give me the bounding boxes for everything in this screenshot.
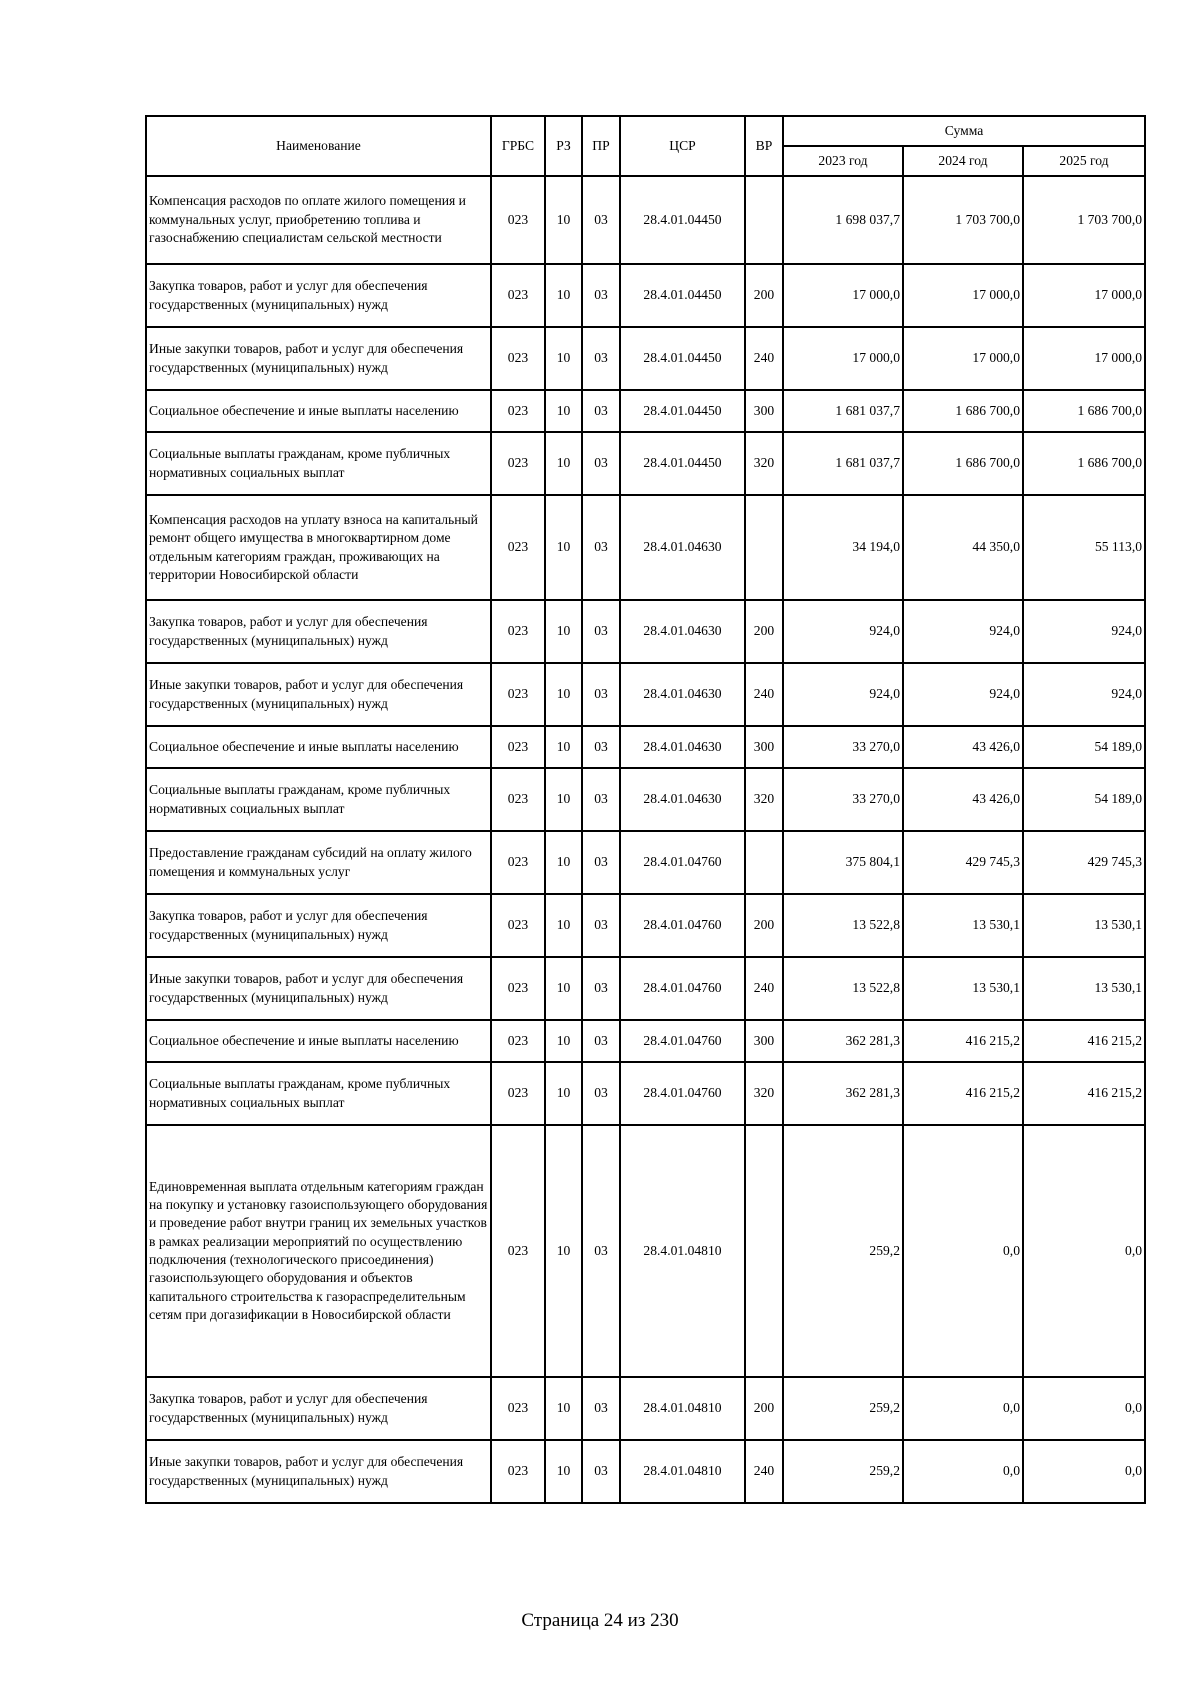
cell-vr: 320 <box>745 768 783 831</box>
cell-y2025: 1 686 700,0 <box>1023 432 1145 495</box>
cell-y2025: 429 745,3 <box>1023 831 1145 894</box>
cell-y2023: 13 522,8 <box>783 894 903 957</box>
cell-grbs: 023 <box>491 327 545 390</box>
cell-y2024: 17 000,0 <box>903 327 1023 390</box>
cell-y2024: 1 703 700,0 <box>903 176 1023 264</box>
cell-grbs: 023 <box>491 264 545 327</box>
cell-rz: 10 <box>545 1440 582 1503</box>
cell-csr: 28.4.01.04630 <box>620 726 745 768</box>
table-row <box>146 726 1145 768</box>
cell-rz: 10 <box>545 1125 582 1377</box>
cell-y2025: 0,0 <box>1023 1440 1145 1503</box>
cell-vr: 300 <box>745 726 783 768</box>
cell-y2024: 17 000,0 <box>903 264 1023 327</box>
cell-pr: 03 <box>582 1125 620 1377</box>
header-year-2025: 2025 год <box>1023 146 1145 176</box>
cell-rz: 10 <box>545 432 582 495</box>
cell-name: Социальное обеспечение и иные выплаты населению <box>146 1020 491 1062</box>
cell-pr: 03 <box>582 390 620 432</box>
budget-table <box>145 115 1146 1504</box>
cell-y2025: 17 000,0 <box>1023 264 1145 327</box>
header-vr: ВР <box>745 116 783 176</box>
cell-rz: 10 <box>545 176 582 264</box>
cell-y2025: 54 189,0 <box>1023 726 1145 768</box>
cell-y2024: 416 215,2 <box>903 1062 1023 1125</box>
cell-pr: 03 <box>582 176 620 264</box>
header-sum: Сумма <box>783 116 1145 146</box>
cell-name: Социальные выплаты гражданам, кроме публичных нормативных социальных выплат <box>146 432 491 495</box>
table-row <box>146 264 1145 327</box>
cell-vr: 240 <box>745 1440 783 1503</box>
cell-vr: 240 <box>745 327 783 390</box>
cell-grbs: 023 <box>491 390 545 432</box>
cell-y2025: 416 215,2 <box>1023 1020 1145 1062</box>
cell-y2023: 17 000,0 <box>783 264 903 327</box>
cell-y2025: 13 530,1 <box>1023 957 1145 1020</box>
cell-grbs: 023 <box>491 663 545 726</box>
cell-y2023: 259,2 <box>783 1125 903 1377</box>
cell-vr <box>745 1125 783 1377</box>
cell-rz: 10 <box>545 894 582 957</box>
cell-y2025: 0,0 <box>1023 1377 1145 1440</box>
cell-csr: 28.4.01.04760 <box>620 894 745 957</box>
cell-name: Иные закупки товаров, работ и услуг для обеспечения государственных (муниципальных) нужд <box>146 327 491 390</box>
cell-y2025: 55 113,0 <box>1023 495 1145 600</box>
cell-vr: 240 <box>745 663 783 726</box>
cell-y2024: 0,0 <box>903 1377 1023 1440</box>
table-row <box>146 390 1145 432</box>
cell-csr: 28.4.01.04450 <box>620 176 745 264</box>
cell-name: Закупка товаров, работ и услуг для обеспечения государственных (муниципальных) нужд <box>146 894 491 957</box>
cell-y2023: 17 000,0 <box>783 327 903 390</box>
cell-grbs: 023 <box>491 495 545 600</box>
cell-grbs: 023 <box>491 768 545 831</box>
cell-name: Иные закупки товаров, работ и услуг для обеспечения государственных (муниципальных) нужд <box>146 663 491 726</box>
cell-y2025: 924,0 <box>1023 600 1145 663</box>
cell-y2023: 259,2 <box>783 1440 903 1503</box>
cell-y2023: 13 522,8 <box>783 957 903 1020</box>
cell-name: Предоставление гражданам субсидий на оплату жилого помещения и коммунальных услуг <box>146 831 491 894</box>
cell-grbs: 023 <box>491 831 545 894</box>
cell-y2024: 1 686 700,0 <box>903 390 1023 432</box>
cell-csr: 28.4.01.04450 <box>620 432 745 495</box>
table-row <box>146 1440 1145 1503</box>
cell-grbs: 023 <box>491 1440 545 1503</box>
cell-y2025: 1 703 700,0 <box>1023 176 1145 264</box>
cell-rz: 10 <box>545 495 582 600</box>
cell-rz: 10 <box>545 1377 582 1440</box>
cell-y2025: 0,0 <box>1023 1125 1145 1377</box>
cell-grbs: 023 <box>491 726 545 768</box>
cell-vr: 200 <box>745 894 783 957</box>
cell-y2023: 924,0 <box>783 600 903 663</box>
table-row <box>146 663 1145 726</box>
cell-pr: 03 <box>582 264 620 327</box>
table-row <box>146 1062 1145 1125</box>
cell-vr: 320 <box>745 1062 783 1125</box>
cell-vr <box>745 176 783 264</box>
table-row <box>146 768 1145 831</box>
table-row <box>146 1377 1145 1440</box>
cell-y2024: 43 426,0 <box>903 768 1023 831</box>
cell-y2024: 429 745,3 <box>903 831 1023 894</box>
cell-y2025: 416 215,2 <box>1023 1062 1145 1125</box>
cell-pr: 03 <box>582 1377 620 1440</box>
cell-y2023: 924,0 <box>783 663 903 726</box>
page-number: Страница 24 из 230 <box>521 1610 679 1631</box>
cell-grbs: 023 <box>491 600 545 663</box>
cell-pr: 03 <box>582 1062 620 1125</box>
cell-grbs: 023 <box>491 176 545 264</box>
cell-vr: 300 <box>745 390 783 432</box>
cell-csr: 28.4.01.04760 <box>620 831 745 894</box>
cell-y2023: 259,2 <box>783 1377 903 1440</box>
cell-name: Социальные выплаты гражданам, кроме публичных нормативных социальных выплат <box>146 1062 491 1125</box>
header-pr: ПР <box>582 116 620 176</box>
cell-name: Социальные выплаты гражданам, кроме публичных нормативных социальных выплат <box>146 768 491 831</box>
cell-csr: 28.4.01.04810 <box>620 1440 745 1503</box>
table-row <box>146 957 1145 1020</box>
cell-name: Иные закупки товаров, работ и услуг для обеспечения государственных (муниципальных) нужд <box>146 1440 491 1503</box>
cell-csr: 28.4.01.04760 <box>620 1062 745 1125</box>
cell-rz: 10 <box>545 600 582 663</box>
cell-csr: 28.4.01.04630 <box>620 663 745 726</box>
cell-rz: 10 <box>545 264 582 327</box>
header-csr: ЦСР <box>620 116 745 176</box>
header-year-2024: 2024 год <box>903 146 1023 176</box>
cell-csr: 28.4.01.04630 <box>620 768 745 831</box>
header-year-2023: 2023 год <box>783 146 903 176</box>
cell-rz: 10 <box>545 726 582 768</box>
header-grbs: ГРБС <box>491 116 545 176</box>
cell-name: Закупка товаров, работ и услуг для обеспечения государственных (муниципальных) нужд <box>146 1377 491 1440</box>
cell-y2024: 924,0 <box>903 600 1023 663</box>
cell-pr: 03 <box>582 327 620 390</box>
cell-y2025: 17 000,0 <box>1023 327 1145 390</box>
cell-csr: 28.4.01.04630 <box>620 600 745 663</box>
table-row <box>146 495 1145 600</box>
cell-name: Иные закупки товаров, работ и услуг для обеспечения государственных (муниципальных) нужд <box>146 957 491 1020</box>
cell-y2023: 1 698 037,7 <box>783 176 903 264</box>
cell-y2024: 43 426,0 <box>903 726 1023 768</box>
cell-y2023: 1 681 037,7 <box>783 390 903 432</box>
cell-grbs: 023 <box>491 1020 545 1062</box>
cell-pr: 03 <box>582 768 620 831</box>
cell-csr: 28.4.01.04760 <box>620 1020 745 1062</box>
cell-name: Закупка товаров, работ и услуг для обеспечения государственных (муниципальных) нужд <box>146 264 491 327</box>
table-body <box>146 176 1145 1503</box>
cell-csr: 28.4.01.04450 <box>620 327 745 390</box>
cell-pr: 03 <box>582 663 620 726</box>
cell-y2024: 416 215,2 <box>903 1020 1023 1062</box>
cell-rz: 10 <box>545 327 582 390</box>
cell-pr: 03 <box>582 1440 620 1503</box>
cell-y2025: 13 530,1 <box>1023 894 1145 957</box>
table-row <box>146 894 1145 957</box>
cell-y2024: 0,0 <box>903 1125 1023 1377</box>
cell-name: Компенсация расходов на уплату взноса на капитальный ремонт общего имущества в многоквартирном доме отдельным категориям граждан, проживающих на территории Новосибирской области <box>146 495 491 600</box>
cell-y2025: 54 189,0 <box>1023 768 1145 831</box>
cell-rz: 10 <box>545 1020 582 1062</box>
cell-name: Закупка товаров, работ и услуг для обеспечения государственных (муниципальных) нужд <box>146 600 491 663</box>
table-row <box>146 327 1145 390</box>
cell-y2023: 362 281,3 <box>783 1062 903 1125</box>
cell-rz: 10 <box>545 1062 582 1125</box>
cell-grbs: 023 <box>491 894 545 957</box>
cell-y2024: 924,0 <box>903 663 1023 726</box>
cell-grbs: 023 <box>491 1125 545 1377</box>
cell-y2024: 1 686 700,0 <box>903 432 1023 495</box>
cell-pr: 03 <box>582 957 620 1020</box>
cell-vr: 300 <box>745 1020 783 1062</box>
table-row <box>146 600 1145 663</box>
cell-rz: 10 <box>545 663 582 726</box>
cell-y2024: 0,0 <box>903 1440 1023 1503</box>
header-rz: РЗ <box>545 116 582 176</box>
cell-y2023: 33 270,0 <box>783 726 903 768</box>
table-row <box>146 176 1145 264</box>
cell-csr: 28.4.01.04760 <box>620 957 745 1020</box>
cell-csr: 28.4.01.04450 <box>620 390 745 432</box>
cell-y2025: 1 686 700,0 <box>1023 390 1145 432</box>
cell-y2024: 13 530,1 <box>903 957 1023 1020</box>
cell-name: Социальное обеспечение и иные выплаты населению <box>146 390 491 432</box>
cell-y2023: 375 804,1 <box>783 831 903 894</box>
cell-rz: 10 <box>545 957 582 1020</box>
table-row <box>146 1125 1145 1377</box>
cell-name: Единовременная выплата отдельным категориям граждан на покупку и установку газоиспользующего оборудования и проведение работ внутри границ их земельных участков в рамках реализации мероприятий по осуществлению подключения (технологического присоединения) газоиспользующего оборудования и объектов капитального строительства к газораспределительным сетям при догазификации в Новосибирской области <box>146 1125 491 1377</box>
cell-y2024: 44 350,0 <box>903 495 1023 600</box>
cell-pr: 03 <box>582 831 620 894</box>
cell-rz: 10 <box>545 390 582 432</box>
cell-csr: 28.4.01.04630 <box>620 495 745 600</box>
cell-csr: 28.4.01.04810 <box>620 1125 745 1377</box>
cell-y2023: 34 194,0 <box>783 495 903 600</box>
cell-rz: 10 <box>545 768 582 831</box>
cell-grbs: 023 <box>491 1377 545 1440</box>
table-row <box>146 831 1145 894</box>
cell-name: Социальное обеспечение и иные выплаты населению <box>146 726 491 768</box>
cell-grbs: 023 <box>491 1062 545 1125</box>
cell-rz: 10 <box>545 831 582 894</box>
table-row <box>146 432 1145 495</box>
cell-grbs: 023 <box>491 432 545 495</box>
cell-pr: 03 <box>582 726 620 768</box>
cell-y2023: 1 681 037,7 <box>783 432 903 495</box>
cell-grbs: 023 <box>491 957 545 1020</box>
cell-vr <box>745 495 783 600</box>
cell-vr: 200 <box>745 600 783 663</box>
cell-vr: 320 <box>745 432 783 495</box>
cell-pr: 03 <box>582 600 620 663</box>
cell-y2023: 33 270,0 <box>783 768 903 831</box>
cell-vr: 200 <box>745 1377 783 1440</box>
cell-vr: 200 <box>745 264 783 327</box>
cell-csr: 28.4.01.04810 <box>620 1377 745 1440</box>
cell-y2023: 362 281,3 <box>783 1020 903 1062</box>
cell-vr: 240 <box>745 957 783 1020</box>
header-name: Наименование <box>146 116 491 176</box>
cell-vr <box>745 831 783 894</box>
cell-y2024: 13 530,1 <box>903 894 1023 957</box>
cell-name: Компенсация расходов по оплате жилого помещения и коммунальных услуг, приобретению топлива и газоснабжению специалистам сельской местности <box>146 176 491 264</box>
cell-pr: 03 <box>582 894 620 957</box>
cell-y2025: 924,0 <box>1023 663 1145 726</box>
cell-pr: 03 <box>582 1020 620 1062</box>
cell-pr: 03 <box>582 432 620 495</box>
table-row <box>146 1020 1145 1062</box>
cell-pr: 03 <box>582 495 620 600</box>
cell-csr: 28.4.01.04450 <box>620 264 745 327</box>
